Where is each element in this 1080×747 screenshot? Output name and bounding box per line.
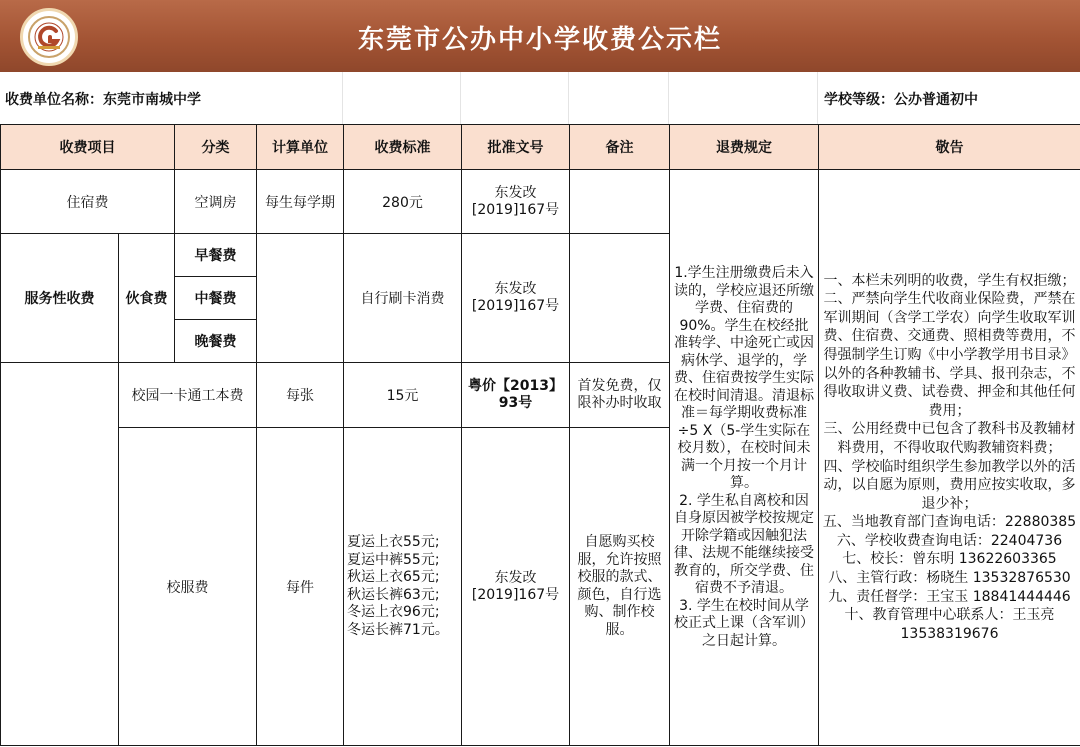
table-header-row [1, 125, 1080, 170]
refund-rules: 1.学生注册缴费后未入读的，学校应退还所缴学费、住宿费的90%。学生在校经批准转学、中途死亡或因病休学、退学的，学费、住宿费按学生实际在校时间清退。清退标准＝每学期收费标准÷5 X（5-学生实际在校月数），在校时间未满一个月按一个月计算。 2. 学生私自离校和因自身原因被学校按规定开除学籍或因触犯法律、法规不能继续接受教育的，所交学费、住宿费不予清退。 3. 学生在校时间从学校正式上课（含军训）之日起计算。 [670, 170, 819, 746]
col-header-refund: 退费规定 [670, 125, 819, 170]
school-grade: 学校等级：公办普通初中 [824, 92, 978, 108]
header-banner [0, 0, 1080, 72]
lodging-standard: 280元 [344, 170, 462, 234]
col-header-unit: 计算单位 [257, 125, 344, 170]
uniform-approval: 东发改 [2019]167号 [462, 428, 570, 746]
info-row [0, 72, 1080, 124]
service-item: 服务性收费 [1, 234, 119, 363]
uniform-standard: 夏运上衣55元; 夏运中裤55元; 秋运上衣65元; 秋运长裤63元; 冬运上衣96元; 冬运长裤71元。 [344, 428, 462, 746]
fee-table [0, 124, 1080, 746]
uniform-note: 自愿购买校服，允许按照校服的款式、颜色，自行选购、制作校服。 [570, 428, 670, 746]
misc-item-blank [1, 363, 119, 746]
card-item: 校园一卡通工本费 [119, 363, 257, 428]
card-unit: 每张 [257, 363, 344, 428]
col-header-category: 分类 [175, 125, 257, 170]
card-note: 首发免费，仅限补办时收取 [570, 363, 670, 428]
service-subitem: 伙食费 [119, 234, 175, 363]
meal-lunch: 中餐费 [175, 277, 257, 320]
col-header-standard: 收费标准 [344, 125, 462, 170]
lodging-unit: 每生每学期 [257, 170, 344, 234]
col-header-note: 备注 [570, 125, 670, 170]
page-title: 东莞市公办中小学收费公示栏 [357, 25, 722, 55]
col-header-notice: 敬告 [819, 125, 1080, 170]
service-note [570, 234, 670, 363]
uniform-item: 校服费 [119, 428, 257, 746]
notices: 一、本栏未列明的收费，学生有权拒缴； 二、严禁向学生代收商业保险费，严禁在军训期间（含学工学农）向学生收取军训费、住宿费、交通费、照相费等费用，不得强制学生订购《中小学教学用书目录》以外的各种教辅书、学具、报刊杂志，不得收取讲义费、试卷费、押金和其他任何费用； 三、公用经费中已包含了教科书及教辅材料费用，不得收取代购教辅资料费； 四、学校临时组织学生参加教学以外的活动，以自愿为原则，费用应按实收取，多退少补； 五、当地教育部门查询电话：22880385 六、学校收费查询电话：22404736 七、校长：曾东明 13622603365 八、主管行政：杨晓生 13532876530 九、责任督学：王宝玉 18841444446 十、教育管理中心联系人：王玉亮 13538319676 [819, 170, 1080, 746]
lodging-note [570, 170, 670, 234]
lodging-approval: 东发改 [2019]167号 [462, 170, 570, 234]
col-header-item: 收费项目 [1, 125, 175, 170]
card-approval: 粤价【2013】 93号 [462, 363, 570, 428]
fee-unit-name: 收费单位名称：东莞市南城中学 [5, 92, 201, 108]
card-standard: 15元 [344, 363, 462, 428]
service-standard: 自行刷卡消费 [344, 234, 462, 363]
table-row [1, 170, 1080, 234]
service-approval: 东发改 [2019]167号 [462, 234, 570, 363]
lodging-item: 住宿费 [1, 170, 175, 234]
col-header-approval: 批准文号 [462, 125, 570, 170]
lodging-category: 空调房 [175, 170, 257, 234]
meal-breakfast: 早餐费 [175, 234, 257, 277]
service-unit [257, 234, 344, 363]
meal-dinner: 晚餐费 [175, 320, 257, 363]
uniform-unit: 每件 [257, 428, 344, 746]
